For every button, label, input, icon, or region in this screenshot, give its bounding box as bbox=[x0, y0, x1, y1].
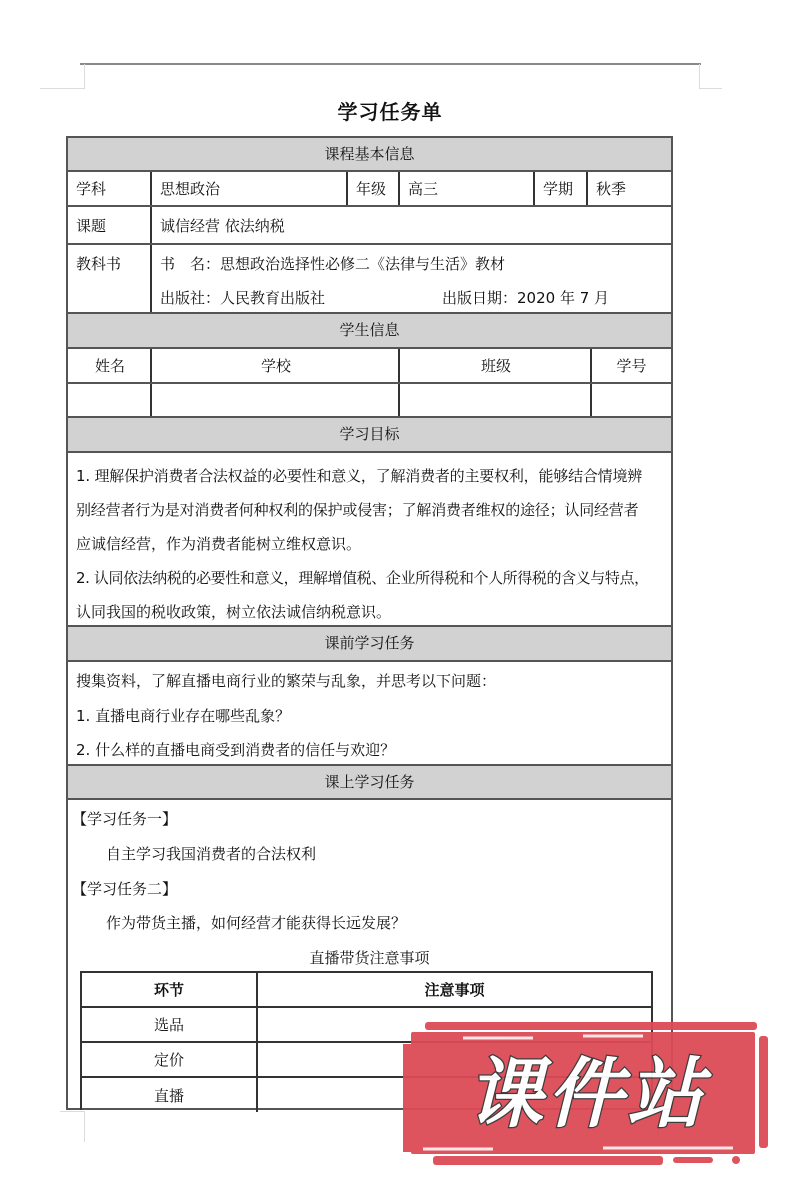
pre-class-body bbox=[68, 662, 671, 766]
column-header-student-id: 学号 bbox=[616, 357, 647, 375]
objective-line: 应诚信经营，作为消费者能树立维权意识。 bbox=[76, 535, 362, 553]
column-header-school: 学校 bbox=[260, 357, 291, 375]
page-corner-mark bbox=[60, 1111, 85, 1142]
objectives-body bbox=[68, 453, 671, 627]
term-label: 学期 bbox=[543, 180, 574, 198]
student-id-field[interactable] bbox=[592, 384, 671, 416]
topic-value: 诚信经营 依法纳税 bbox=[160, 216, 285, 235]
column-header-stage: 环节 bbox=[153, 981, 184, 999]
section-header-course-info bbox=[68, 138, 671, 172]
term-value: 秋季 bbox=[596, 180, 627, 198]
task-1-label: 【学习任务一】 bbox=[72, 810, 178, 828]
task-1-text: 自主学习我国消费者的合法权利 bbox=[106, 845, 317, 863]
column-header-class: 班级 bbox=[480, 357, 511, 375]
document-title: 学习任务单 bbox=[337, 100, 443, 124]
student-name-field[interactable] bbox=[68, 384, 150, 416]
section-title: 课上学习任务 bbox=[324, 773, 415, 791]
grade-label: 年级 bbox=[356, 180, 387, 198]
student-info-header-row bbox=[68, 349, 671, 384]
topic-label: 课题 bbox=[76, 216, 107, 235]
section-title: 课前学习任务 bbox=[324, 634, 415, 652]
student-class-field[interactable] bbox=[400, 384, 590, 416]
section-header-objectives bbox=[68, 418, 671, 453]
pre-class-question: 1. 直播电商行业存在哪些乱象？ bbox=[76, 707, 291, 725]
student-school-field[interactable] bbox=[152, 384, 398, 416]
subject-value: 思想政治 bbox=[160, 180, 221, 198]
grade-value: 高三 bbox=[408, 180, 439, 198]
page-corner-mark bbox=[40, 64, 85, 89]
topic-row bbox=[68, 207, 671, 245]
stage-cell: 定价 bbox=[153, 1051, 184, 1069]
pre-class-intro: 搜集资料，了解直播电商行业的繁荣与乱象，并思考以下问题： bbox=[76, 672, 497, 690]
table-caption: 直播带货注意事项 bbox=[309, 949, 430, 967]
page-corner-mark bbox=[699, 64, 722, 89]
task-2-text: 作为带货主播，如何经营才能获得长远发展？ bbox=[106, 914, 407, 932]
task-2-label: 【学习任务二】 bbox=[72, 880, 178, 898]
column-header-name: 姓名 bbox=[94, 357, 125, 375]
page-header-line bbox=[80, 63, 701, 65]
textbook-name: 书 名：思想政治选择性必修二《法律与生活》教材 bbox=[160, 255, 506, 273]
column-header-notes: 注意事项 bbox=[424, 981, 485, 999]
course-meta-row bbox=[68, 172, 671, 207]
textbook-publish-date: 出版日期：2020 年 7 月 bbox=[442, 289, 610, 307]
watermark-stamp bbox=[403, 1014, 771, 1170]
objective-line: 1. 理解保护消费者合法权益的必要性和意义，了解消费者的主要权利，能够结合情境辨 bbox=[76, 467, 643, 485]
section-title: 学生信息 bbox=[339, 321, 400, 339]
stage-cell: 直播 bbox=[153, 1086, 184, 1105]
stage-cell: 选品 bbox=[153, 1016, 184, 1034]
section-title: 学习目标 bbox=[339, 425, 400, 443]
section-title: 课程基本信息 bbox=[324, 145, 415, 163]
section-header-student-info bbox=[68, 314, 671, 349]
textbook-row bbox=[68, 245, 671, 314]
textbook-label: 教科书 bbox=[76, 255, 122, 273]
objective-line: 2. 认同依法纳税的必要性和意义，理解增值税、企业所得税和个人所得税的含义与特点， bbox=[76, 569, 649, 587]
pre-class-question: 2. 什么样的直播电商受到消费者的信任与欢迎？ bbox=[76, 741, 396, 759]
textbook-publisher: 出版社：人民教育出版社 bbox=[160, 289, 326, 307]
student-info-input-row bbox=[68, 384, 671, 418]
table-header-row bbox=[82, 973, 651, 1008]
section-header-pre-class bbox=[68, 627, 671, 662]
watermark-text: 课件站 bbox=[467, 1049, 707, 1138]
objective-line: 认同我国的税收政策，树立依法诚信纳税意识。 bbox=[76, 603, 392, 621]
objective-line: 别经营者行为是对消费者何种权利的保护或侵害；了解消费者维权的途径；认同经营者 bbox=[76, 501, 639, 519]
section-header-in-class bbox=[68, 766, 671, 800]
task-sheet-table bbox=[66, 136, 673, 1110]
subject-label: 学科 bbox=[76, 180, 107, 198]
